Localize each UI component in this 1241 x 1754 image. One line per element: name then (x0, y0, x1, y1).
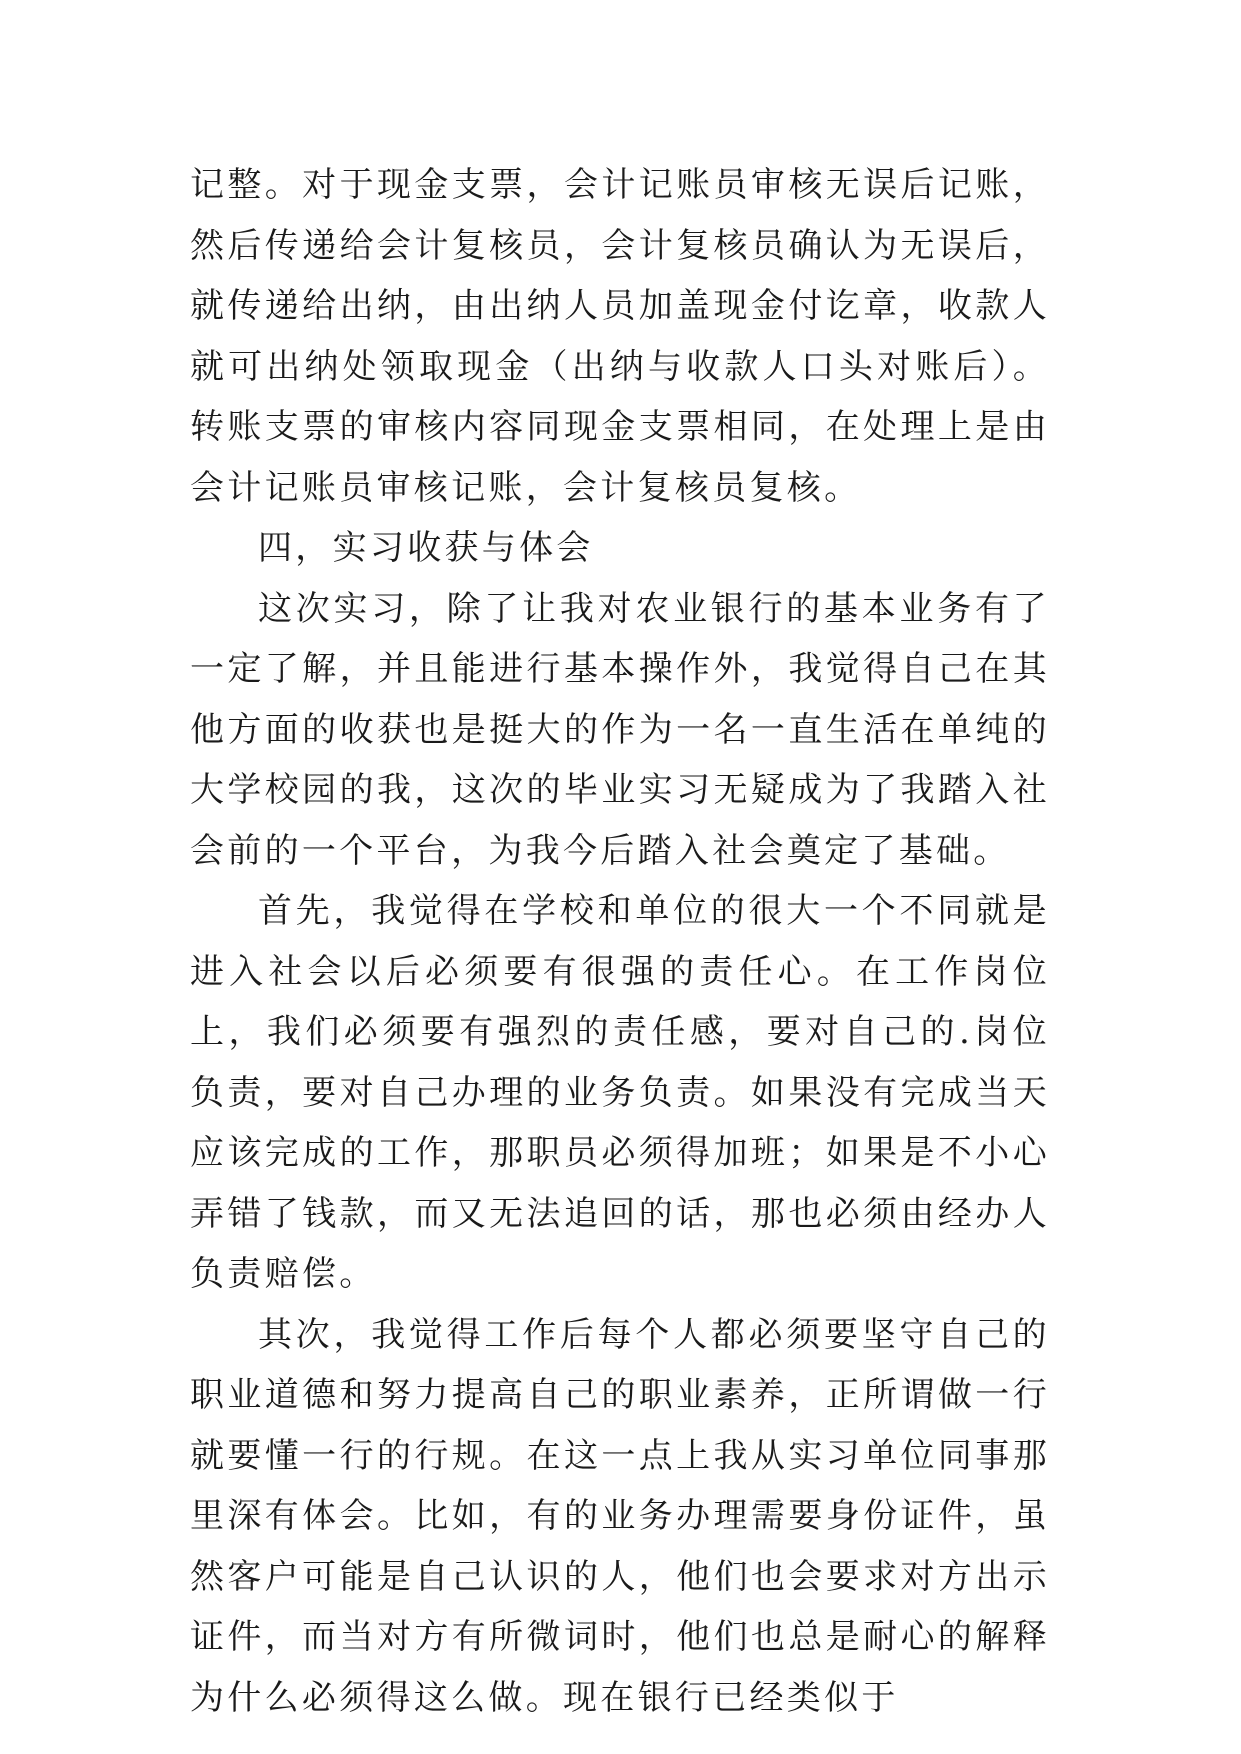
section-heading: 四，实习收获与体会 (258, 528, 594, 568)
document-body (190, 155, 1050, 1728)
paragraph-professional-ethics: 其次，我觉得工作后每个人都必须要坚守自己的职业道德和努力提高自己的职业素养，正所谓做一行就要懂一行的行规。在这一点上我从实习单位同事那里深有体会。比如，有的业务办理需要身份证件，虽然客户可能是自己认识的人，他们也会要求对方出示证件，而当对方有所微词时，他们也总是耐心的解释为什么必须得这么做。现在银行已经类似于 (190, 1314, 1050, 1718)
paragraph-internship-gains: 这次实习，除了让我对农业银行的基本业务有了一定了解，并且能进行基本操作外，我觉得自己在其他方面的收获也是挺大的作为一名一直生活在单纯的大学校园的我，这次的毕业实习无疑成为了我踏入社会前的一个平台，为我今后踏入社会奠定了基础。 (190, 588, 1050, 871)
paragraph-responsibility: 首先，我觉得在学校和单位的很大一个不同就是进入社会以后必须要有很强的责任心。在工作岗位上，我们必须要有强烈的责任感，要对自己的.岗位负责，要对自己办理的业务负责。如果没有完成当天应该完成的工作，那职员必须得加班；如果是不小心弄错了钱款，而又无法追回的话，那也必须由经办人负责赔偿。 (190, 891, 1050, 1294)
paragraph-continuation: 记整。对于现金支票，会计记账员审核无误后记账，然后传递给会计复核员，会计复核员确认为无误后，就传递给出纳，由出纳人员加盖现金付讫章，收款人就可出纳处领取现金（出纳与收款人口头对账后）。转账支票的审核内容同现金支票相同，在处理上是由会计记账员审核记账，会计复核员复核。 (190, 165, 1050, 508)
